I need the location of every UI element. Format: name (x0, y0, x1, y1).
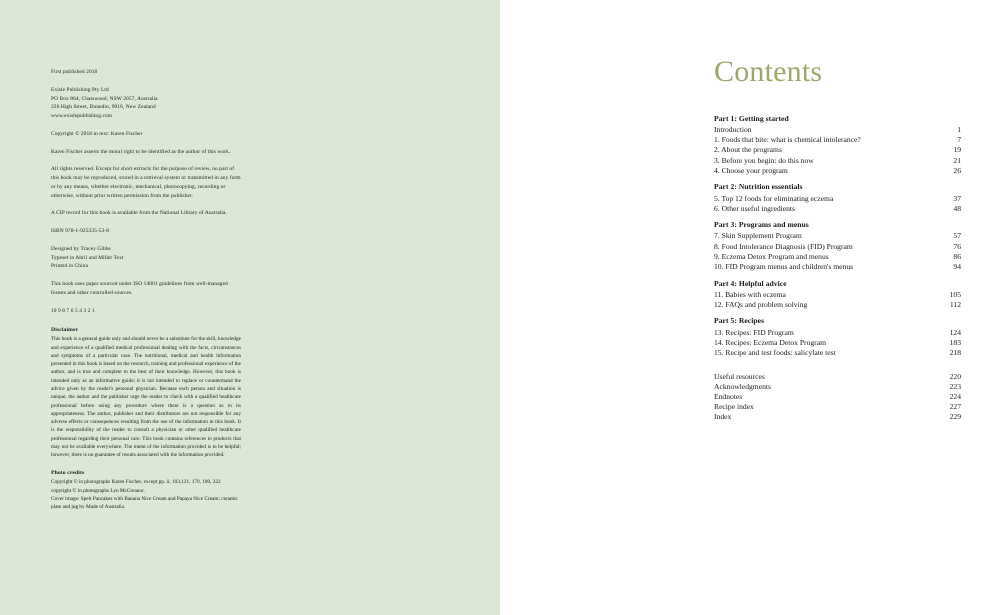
toc-entry-page: 224 (949, 391, 961, 401)
toc-entry-page: 124 (949, 327, 961, 337)
toc-entry-page: 1 (957, 125, 961, 135)
page-title: Contents (714, 55, 823, 88)
imprint-paragraph: All rights reserved. Except for short extracts for the purpose of review, no part of this book may be reproduced, stored in a retrieval system or transmitted in any form or by any means, whether electronic, mechanical, photocopying, recording or otherwise, without prior written permission from the publisher. (51, 166, 241, 199)
imprint-paragraph: Karen Fischer asserts the moral right to be identified as the author of this work. (51, 148, 231, 155)
toc-entry-label: 8. Food Intolerance Diagnosis (FID) Program (714, 241, 853, 251)
toc-entry-label: 3. Before you begin: do this now (714, 155, 814, 165)
toc-entry-page: 86 (953, 251, 961, 261)
toc-entry-label: 14. Recipes: Eczema Detox Program (714, 337, 826, 347)
imprint-paragraph: This book uses paper sourced under ISO 14001 guidelines from well-managed forests and other controlled sources. (51, 281, 228, 296)
toc-entry-label: 11. Babies with eczema (714, 289, 786, 299)
contents-column (714, 55, 961, 421)
toc-entry-page: 220 (949, 371, 961, 381)
toc-entry-page: 105 (949, 289, 961, 299)
toc-entry-label: 9. Eczema Detox Program and menus (714, 251, 829, 261)
imprint-paragraph: ISBN 978-1-925335-53-8 (51, 228, 110, 234)
toc-part-heading: Part 2: Nutrition essentials (714, 182, 803, 192)
toc-part-heading: Part 5: Recipes (714, 316, 765, 326)
toc-entry-label: Index (714, 412, 732, 422)
toc-entry-label: Endnotes (714, 391, 743, 401)
toc-entry[interactable] (714, 393, 961, 401)
toc-entry[interactable] (714, 413, 961, 421)
toc-entry-label: 4. Choose your program (714, 165, 788, 175)
toc-part (714, 221, 961, 270)
toc-entry-page: 21 (953, 155, 961, 165)
toc-entry-label: 1. Foods that bite: what is chemical intolerance? (714, 135, 861, 145)
photo-credits-heading: Photo credits (51, 470, 85, 477)
toc-entry-page: 112 (949, 299, 961, 309)
toc-entry[interactable] (714, 205, 961, 213)
toc-part (714, 183, 961, 212)
toc-entry-page: 48 (953, 203, 961, 213)
imprint-paragraph: First published 2018 (51, 69, 98, 75)
toc-entry-label: 5. Top 12 foods for eliminating eczema (714, 193, 834, 203)
toc-entry-label: Introduction (714, 125, 752, 135)
back-matter-list (714, 373, 961, 421)
toc-entry[interactable] (714, 349, 961, 357)
toc-entry-label: 12. FAQs and problem solving (714, 299, 808, 309)
toc-entry[interactable] (714, 146, 961, 154)
toc-entry-page: 229 (949, 412, 961, 422)
toc-entry[interactable] (714, 243, 961, 251)
imprint-paragraph: Designed by Tracey Gibbs Typeset in Abril and Miller Text Printed in China (51, 245, 124, 270)
toc-part-heading: Part 3: Programs and menus (714, 220, 809, 230)
toc-part-heading: Part 1: Getting started (714, 114, 789, 123)
toc-entry-label: Recipe index (714, 402, 754, 412)
toc-entry-page: 7 (957, 135, 961, 145)
toc-entry[interactable] (714, 301, 961, 309)
disclaimer-heading: Disclaimer (51, 327, 79, 334)
toc-entry-label: 7. Skin Supplement Program (714, 231, 802, 241)
toc-entry-label: Useful resources (714, 371, 765, 381)
toc-entry[interactable] (714, 373, 961, 381)
toc-entry-page: 76 (953, 241, 961, 251)
contents-page (500, 0, 1000, 615)
toc-entry-label: 10. FID Program menus and children's menus (714, 261, 854, 271)
toc-entry[interactable] (714, 136, 961, 144)
toc-entry-page: 183 (949, 337, 961, 347)
toc-entry[interactable] (714, 232, 961, 240)
imprint-paragraph: A CIP record for this book is available from the National Library of Australia. (51, 210, 227, 217)
toc-entry-label: 6. Other useful ingredients (714, 203, 795, 213)
toc-entry-label: 15. Recipe and test foods: salicylate test (714, 347, 836, 357)
toc-entry[interactable] (714, 263, 961, 271)
toc-entry[interactable] (714, 195, 961, 203)
photo-credits-section (51, 470, 241, 511)
photo-credits-text: Copyright © in photographs Karen Fischer, except pp. ii, 103,121, 179, 180, 222 copyright © in photographs Lyn McCreanor. Cover image: Spelt Pancakes with Banana Nice Cream and Papaya Nice Cream; ceramic plate and jug by Made of Australia. (51, 479, 238, 511)
toc-entry-page: 19 (953, 145, 961, 155)
table-of-contents (714, 115, 961, 357)
toc-entry-page: 57 (953, 231, 961, 241)
toc-entry-page: 218 (949, 347, 961, 357)
disclaimer-section (51, 327, 241, 459)
toc-entry-label: 2. About the programs (714, 145, 782, 155)
disclaimer-text: This book is a general guide only and should never be a substitute for the skill, knowledge and experience of a qualified medical professional dealing with the facts, circumstances and symptoms of a particular case. The nutritional, medical and health information presented in this book is based on the research, training and professional experience of the author, and is true and complete to the best of their knowledge. However, this book is intended only as an informative guide; it is not intended to replace or countermand the advice given by the reader's personal physician. Because each person and situation is unique, the author and the publisher urge the reader to check with a qualified healthcare professional before using any procedure where there is a question as to its appropriateness. The author, publisher and their distributors are not responsible for any adverse effects or consequences resulting from the use of the information in this book. It is the responsibility of the reader to consult a physician or other qualified healthcare professional regarding their personal care. This book contains references to products that may not be available everywhere. The intent of the information provided is to be helpful; however, there is no guarantee of results associated with the information provided. (51, 336, 241, 459)
toc-entry[interactable] (714, 403, 961, 411)
imprint-block (51, 68, 241, 315)
toc-part (714, 317, 961, 356)
toc-entry[interactable] (714, 339, 961, 347)
toc-entry-page: 94 (953, 261, 961, 271)
toc-entry[interactable] (714, 253, 961, 261)
toc-entry-page: 223 (949, 381, 961, 391)
toc-entry[interactable] (714, 126, 961, 134)
toc-part (714, 280, 961, 309)
toc-part-heading: Part 4: Helpful advice (714, 278, 787, 288)
toc-entry[interactable] (714, 383, 961, 391)
copyright-text-column (51, 68, 241, 512)
toc-entry-page: 26 (953, 165, 961, 175)
toc-entry[interactable] (714, 291, 961, 299)
toc-entry-page: 37 (953, 193, 961, 203)
toc-entry[interactable] (714, 157, 961, 165)
toc-entry-label: 13. Recipes: FID Program (714, 327, 794, 337)
imprint-paragraph: Exisle Publishing Pty Ltd PO Box 864, Chatswood, NSW 2057, Australia 226 High Street, Dunedin, 9016, New Zealand www.exislepublishing.com (51, 86, 158, 119)
imprint-paragraph: 10 9 8 7 6 5 4 3 2 1 (51, 307, 95, 314)
imprint-paragraph: Copyright © 2018 in text: Karen Fischer (51, 130, 143, 137)
toc-part (714, 115, 961, 174)
toc-entry-page: 227 (949, 402, 961, 412)
toc-entry[interactable] (714, 167, 961, 175)
toc-entry[interactable] (714, 329, 961, 337)
toc-entry-label: Acknowledgments (714, 381, 771, 391)
